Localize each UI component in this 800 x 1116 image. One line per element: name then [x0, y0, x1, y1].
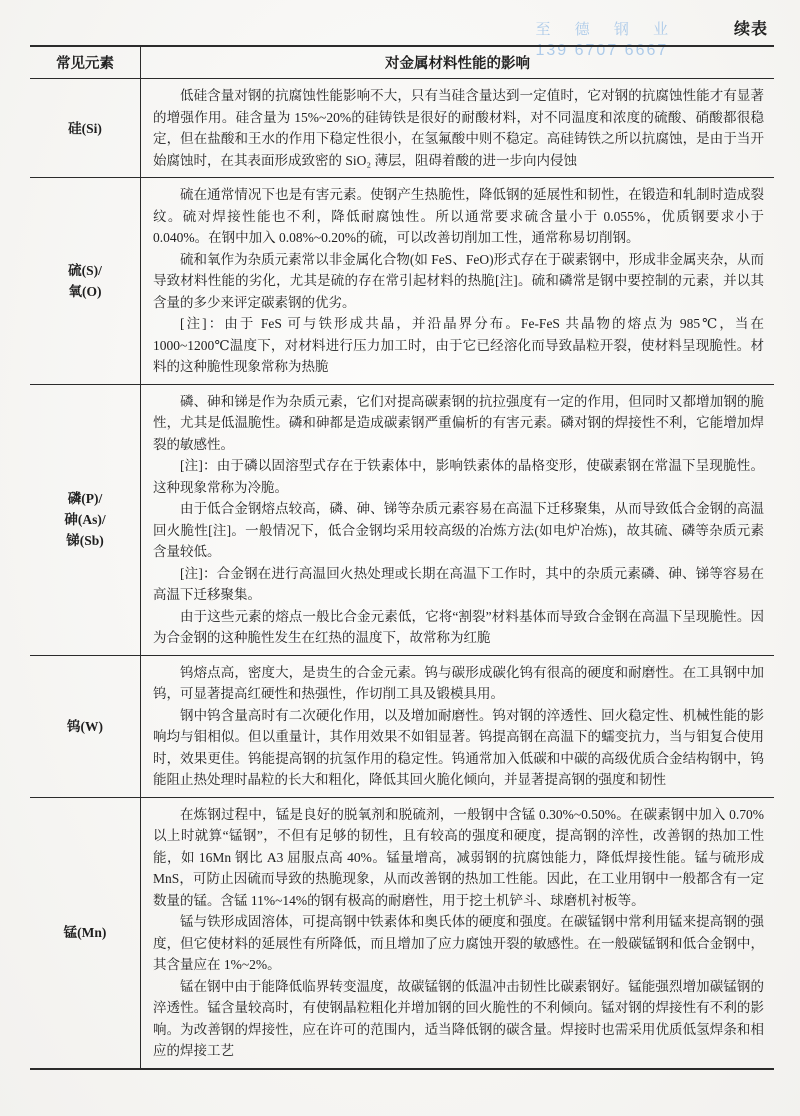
effect-cell [141, 385, 774, 655]
element-cell [30, 178, 141, 384]
table-body [30, 78, 774, 1068]
elements-effects-table [30, 45, 774, 1070]
effect-cell [141, 178, 774, 384]
effect-paragraph: 硫和氧作为杂质元素常以非金属化合物(如 FeS、FeO)形式存在于碳素钢中，形成非金属夹杂，从而导致材料性能的劣化，尤其是硫的存在常引起材料的热脆[注]。硫和磷常是钢中要控制的元素，并以其含量的多少来评定碳素钢的优劣。 [153, 251, 764, 310]
table-row [30, 78, 774, 177]
effect-paragraph: 在炼钢过程中，锰是良好的脱氧剂和脱硫剂，一般钢中含锰 0.30%~0.50%。在碳素钢中加入 0.70%以上时就算“锰钢”，不但有足够的韧性，且有较高的强度和硬度，提高钢的淬性，改善钢的热加工性能，如 16Mn 钢比 A3 屈服点高 40%。锰量增高，减弱钢的抗腐蚀能力，降低焊接性能。锰与硫形成 MnS，可防止因硫而导致的热脆现象，从而改善钢的热加工性能。因此，在工业用钢中一般都含有一定数量的锰。含锰 11%~14%的钢有极高的耐磨性，用于挖土机铲斗、球磨机衬板等。 [153, 806, 764, 908]
element-cell [30, 798, 141, 1068]
effect-paragraph: [注]：合金钢在进行高温回火热处理或长期在高温下工作时，其中的杂质元素磷、砷、锑等容易在高温下迁移聚集。 [153, 565, 764, 602]
effect-paragraph: [注]：由于 FeS 可与铁形成共晶，并沿晶界分布。Fe-FeS 共晶物的熔点为 985℃，当在 1000~1200℃温度下，对材料进行压力加工时，由于它已经溶化而导致晶粒开裂，使材料呈现脆性。材料的这种脆性现象常称为热脆 [153, 316, 764, 374]
table-header-row [30, 47, 774, 78]
element-label: 锑(Sb) [66, 533, 104, 548]
header-element-column: 常见元素 [30, 47, 141, 78]
effect-cell [141, 798, 774, 1068]
effect-paragraph: [注]：由于磷以固溶型式存在于铁素体中，影响铁素体的晶格变形，使碳素钢在常温下呈现脆性。这种现象常称为冷脆。 [153, 458, 764, 495]
element-label: 锰(Mn) [63, 925, 107, 940]
effect-paragraph: 由于低合金钢熔点较高，磷、砷、锑等杂质元素容易在高温下迁移聚集，从而导致低合金钢的高温回火脆性[注]。一般情况下，低合金钢均采用较高级的冶炼方法(如电炉冶炼)，故其硫、磷等杂质元素含量较低。 [153, 501, 764, 559]
table-row [30, 655, 774, 797]
effect-paragraph: 锰在钢中由于能降低临界转变温度，故碳锰钢的低温冲击韧性比碳素钢好。锰能强烈增加碳锰钢的淬透性。锰含量较高时，有使钢晶粒粗化并增加钢的回火脆性的不利倾向。锰对钢的焊接性有不利的影响。为改善钢的焊接性，应在许可的范围内，适当降低钢的碳含量。焊接时也需采用优质低氢焊条和相应的焊接工艺 [153, 978, 764, 1058]
effect-paragraph: 由于这些元素的熔点一般比合金元素低，它将“割裂”材料基体而导致合金钢在高温下呈现脆性。因为合金钢的这种脆性发生在红热的温度下，故常称为红脆 [153, 608, 764, 645]
element-cell [30, 385, 141, 655]
effect-cell [141, 656, 774, 797]
effect-paragraph: 磷、砷和锑是作为杂质元素，它们对提高碳素钢的抗拉强度有一定的作用，但同时又都增加钢的脆性，尤其是低温脆性。磷和砷都是造成碳素钢严重偏析的有害元素。磷对钢的焊接性不利，它能增加焊裂的敏感性。 [153, 393, 764, 452]
table-row [30, 797, 774, 1068]
effect-paragraph: 钨熔点高，密度大，是贵生的合金元素。钨与碳形成碳化钨有很高的硬度和耐磨性。在工具钢中加钨，可显著提高红硬性和热强性，作切削工具及锻模具用。 [153, 664, 764, 701]
element-label: 硫(S)/ [68, 262, 102, 278]
effect-paragraph: 低硅含量对钢的抗腐蚀性能影响不大，只有当硅含量达到一定值时，它对钢的抗腐蚀性能才有显著的增强作用。硅含量为 15%~20%的硅铸铁是很好的耐酸材料，对不同温度和浓度的硫酸、硝酸都很稳定，但在盐酸和王水的作用下稳定性很小，在氢氟酸中则不稳定。高硅铸铁之所以抗腐蚀，是由于当开始腐蚀时，在其表面形成致密的 SiO₂ 薄层，阻碍着酸的进一步向内侵蚀 [153, 88, 764, 168]
element-label: 硅(Si) [68, 120, 102, 136]
element-label: 钨(W) [67, 718, 103, 734]
element-cell [30, 656, 141, 797]
table-row [30, 177, 774, 384]
element-label: 磷(P)/ [67, 491, 103, 506]
header-effect-column: 对金属材料性能的影响 [385, 56, 530, 72]
effect-cell [141, 79, 774, 177]
effect-paragraph: 钢中钨含量高时有二次硬化作用，以及增加耐磨性。钨对钢的淬透性、回火稳定性、机械性能的影响均与钼相似。但以重量计，其作用效果不如钼显著。钨提高钢在高温下的蠕变抗力，当与钼复合使用时，效果更佳。钨能提高钢的抗氢作用的稳定性。钨通常加入低碳和中碳的高级优质合金结构钢中，钨能阻止热处理时晶粒的长大和粗化，降低其回火脆化倾向，并显著提高钢的强度和韧性 [153, 707, 764, 787]
table-row [30, 384, 774, 655]
element-label: 砷(As)/ [64, 512, 106, 527]
watermark-phone: 139 6707 6667 [535, 42, 669, 60]
element-cell [30, 79, 141, 177]
effect-paragraph: 硫在通常情况下也是有害元素。使钢产生热脆性，降低钢的延展性和韧性，在锻造和轧制时造成裂纹。硫对焊接性能也不利，降低耐腐蚀性。所以通常要求硫含量小于 0.055%，优质钢要求小于 0.040%。在钢中加入 0.08%~0.20%的硫，可以改善切削加工性，通常称易切削钢。 [153, 187, 764, 245]
watermark-company: 至 德 钢 业 [535, 21, 678, 38]
element-label: 氧(O) [68, 283, 102, 299]
continued-table-label: 续表 [733, 21, 768, 38]
effect-paragraph: 锰与铁形成固溶体，可提高钢中铁素体和奥氏体的硬度和强度。在碳锰钢中常利用锰来提高钢的强度，但它使材料的延展性有所降低，而且增加了应力腐蚀开裂的敏感性。在一般碳锰钢和低合金钢中，其含量应在 1%~2%。 [153, 914, 764, 972]
